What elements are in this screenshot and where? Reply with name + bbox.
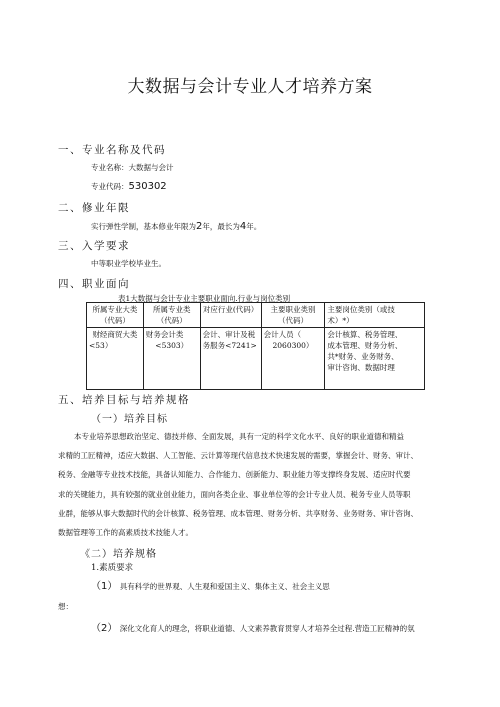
cell-text: 审计咨询、数据时理 (327, 363, 395, 372)
table-cell (143, 328, 200, 390)
section-3-heading: 三、入学要求 (58, 240, 130, 252)
max-years-value: 4 (239, 221, 247, 232)
table-caption: 表1大数据与会计专业主要职业面向.行业与岗位类别 (118, 294, 291, 303)
paragraph-line: 求精的工匠精神，适应大数据、人工智能、云计算等现代信息技术快速发展的需要，掌握会计、财务、审计、 (58, 451, 418, 461)
quality-item-2-number: （2） (91, 623, 118, 634)
table-cell (261, 328, 325, 390)
quality-item-2-text: 深化文化育人的理念，将职业道德、人文素养教育贯穿人才培养全过程.营造工匠精神的氛 (119, 624, 415, 633)
section-2-heading: 二、修业年限 (58, 202, 130, 214)
quality-item-1 (91, 582, 330, 592)
training-spec-subheading: 《二）培养规格 (80, 549, 157, 560)
table-cell (87, 328, 144, 390)
admission-text: 中等职业学校毕业生。 (91, 259, 166, 268)
header-cell (143, 303, 200, 328)
header-text: 所属专业类 (152, 305, 191, 314)
header-text: 主要职业类别 (270, 305, 316, 314)
paragraph-line: 业群，能够从事大数据时代的会计核算、税务管理、成本管理、财务分析、共享财务、业务财务、审计咨询、 (58, 508, 418, 518)
major-name-line: 专业名称：大数据与会计 (91, 163, 174, 172)
study-years-text-a: 实行弹性学制，基本修业年限为 (91, 222, 196, 231)
cell-text: 财经商贸大类 (92, 330, 138, 339)
section-4-heading: 四、职业面向 (58, 278, 130, 290)
paragraph-line: 本专业培养思想政治坚定、德技并修、全面发展，具有一定的科学文化水平、良好的职业道德和精益 (74, 432, 404, 441)
quality-item-1-text: 具有科学的世界观、人生观和爱国主义、集体主义、社会主义思 (119, 582, 330, 591)
section-5-heading: 五、培养目标与培养规格 (58, 394, 190, 406)
major-code-value: 530302 (128, 181, 167, 192)
quality-item-1-number: （1） (91, 581, 118, 592)
table-header-row (87, 303, 425, 328)
cell-text: <5303） (155, 341, 189, 350)
header-text: 所属专业大类 (92, 305, 138, 314)
training-goal-subheading: （一）培养目标 (91, 414, 168, 425)
basic-years-value: 2 (196, 221, 203, 232)
header-text: （代码） (99, 316, 130, 325)
table-row (87, 328, 425, 390)
cell-text: 会计、审计及税 (202, 330, 256, 339)
cell-text: 2060300） (272, 341, 314, 350)
study-years-text-c: 年。 (246, 222, 262, 231)
training-goal-paragraph (58, 427, 443, 542)
quality-requirements-heading: 1.素质要求 (91, 563, 134, 573)
paragraph-line: 数据管理等工作的高素质技术技能人才。 (58, 528, 193, 538)
cell-text: 成本管理、财务分析、 (327, 341, 403, 350)
section-1-heading: 一、专业名称及代码 (58, 144, 166, 156)
cell-text: 会计人员（ (263, 330, 302, 339)
header-text: 术）*） (327, 316, 354, 325)
cell-text: <53） (89, 341, 113, 350)
header-text: （代码） (156, 316, 187, 325)
major-code-label: 专业代码： (91, 182, 129, 191)
cell-text: 财务会计类 (145, 330, 184, 339)
table-cell (325, 328, 425, 390)
quality-item-1-continued: 想： (58, 602, 73, 611)
header-cell (261, 303, 325, 328)
document-title: 大数据与会计专业人才培养方案 (127, 77, 373, 97)
paragraph-line: 税务、金融等专业技术技能，具备认知能力、合作能力、创新能力、职业能力等支撑终身发展、适应时代要 (58, 470, 411, 480)
header-cell (325, 303, 425, 328)
career-orientation-table (86, 302, 425, 390)
paragraph-line: 求的关键能力，具有较强的就业创业能力，面向各类企业、事业单位等的会计专业人员、税务专业人员等职 (58, 489, 411, 499)
header-text: 主要岗位类别（或技 (327, 305, 395, 314)
quality-item-2 (91, 624, 415, 634)
header-cell (200, 303, 261, 328)
cell-text: 务服务<7241> (202, 341, 257, 350)
cell-text: 共*财务、业务财务、 (327, 352, 399, 361)
table-cell (200, 328, 261, 390)
header-text: 对应行业(代码） (202, 305, 259, 314)
study-years-text-b: 年，最长为 (202, 222, 240, 231)
study-years-line (91, 222, 261, 232)
header-cell (87, 303, 144, 328)
major-code-line (91, 182, 167, 192)
header-text: （代码） (277, 316, 308, 325)
cell-text: 会计核算、税务管理、 (327, 330, 403, 339)
